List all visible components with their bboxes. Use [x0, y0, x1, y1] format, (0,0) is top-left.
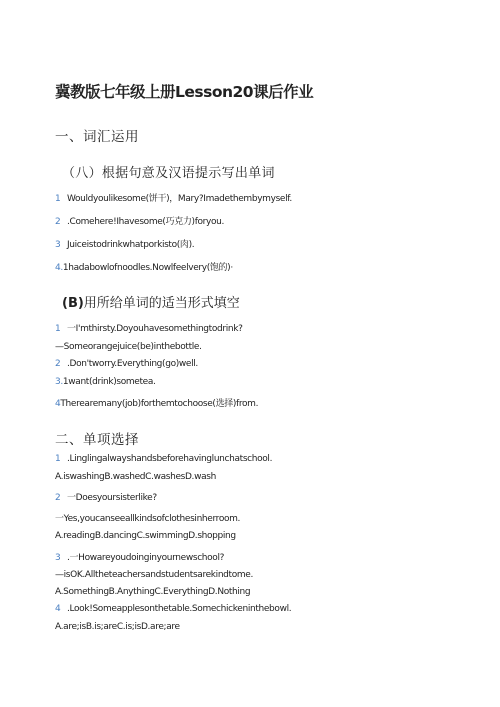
exercise-line: [55, 359, 198, 369]
item-number: 3: [55, 240, 61, 250]
item-text: A.SomethingB.AnythingC.EverythingD.Nothing: [55, 587, 251, 597]
exercise-line: [55, 191, 292, 204]
item-number: 4: [55, 604, 61, 614]
item-number: 2: [55, 359, 61, 369]
exercise-line: [55, 511, 240, 524]
item-number: 1: [55, 454, 61, 464]
item-number: 3.: [55, 377, 63, 387]
item-text: 一Doesyoursisterlike?: [67, 493, 157, 503]
item-text: —Someorangejuice(be)inthebottle.: [55, 342, 202, 352]
exercise-line: [55, 472, 216, 482]
item-number: 1: [55, 194, 61, 204]
item-text: .Linglingalwayshandsbeforehavinglunchatschool.: [67, 454, 273, 464]
item-text: Wouldyoulikesome(饼干)，Mary?Imadethembymyself.: [67, 194, 292, 204]
exercise-line: [55, 214, 224, 227]
item-number: 2: [55, 217, 61, 227]
item-number: 1: [55, 324, 61, 334]
item-text: .Don'tworry.Everything(go)well.: [67, 359, 198, 369]
exercise-line: [55, 396, 258, 409]
item-text: —isOK.Alltheteachersandstudentsarekindtome.: [55, 570, 253, 580]
item-text: Juiceistodrinkwhatporkisto(肉).: [67, 240, 195, 250]
exercise-line: [55, 622, 180, 632]
item-text: 一I'mthirsty.Doyouhavesomethingtodrink?: [67, 324, 243, 334]
item-text: 一Yes,youcanseeallkindsofclothesinherroom.: [55, 514, 241, 524]
exercise-line: [55, 550, 224, 563]
item-text: A.are;isB.is;areC.is;isD.are;are: [55, 622, 180, 632]
subsection-heading-a: （八）根据句意及汉语提示写出单词: [62, 166, 275, 181]
exercise-line: [55, 531, 236, 541]
document-title: 冀教版七年级上册Lesson20课后作业: [55, 83, 314, 101]
exercise-line: [55, 237, 194, 250]
section-heading-multiple-choice: 二、单项选择: [55, 432, 139, 448]
item-number: 4.: [55, 263, 63, 273]
exercise-line: [55, 587, 250, 597]
exercise-line: [55, 377, 156, 387]
exercise-line: [55, 342, 202, 352]
subsection-instruction: 用所给单词的适当形式填空: [83, 296, 240, 311]
exercise-line: [55, 604, 291, 614]
item-text: .Look!Someapplesonthetable.Somechickeninthebowl.: [67, 604, 292, 614]
item-text: A.readingB.dancingC.swimmingD.shopping: [55, 531, 236, 541]
item-number: 2: [55, 493, 61, 503]
section-heading-vocabulary: 一、词汇运用: [55, 129, 139, 145]
item-text: Therearemany(job)forthemtochoose(选择)from.: [60, 399, 259, 409]
exercise-line: [55, 570, 253, 580]
subsection-label: (B): [62, 296, 84, 311]
exercise-line: [55, 321, 243, 334]
item-text: 1hadabowlofnoodles.Nowlfeelvery(饱的)·: [62, 263, 233, 273]
exercise-line: [55, 454, 272, 464]
subsection-heading-b: [62, 292, 240, 311]
item-text: A.iswashingB.washedC.washesD.wash: [55, 472, 216, 482]
item-text: 1want(drink)sometea.: [62, 377, 156, 387]
exercise-line: [55, 490, 157, 503]
item-number: 4: [55, 399, 61, 409]
exercise-line: [55, 260, 233, 273]
item-text: .一Howareyoudoinginyournewschool?: [67, 553, 225, 563]
item-text: .Comehere!Ihavesome(巧克力)foryou.: [67, 217, 225, 227]
item-number: 3: [55, 553, 61, 563]
